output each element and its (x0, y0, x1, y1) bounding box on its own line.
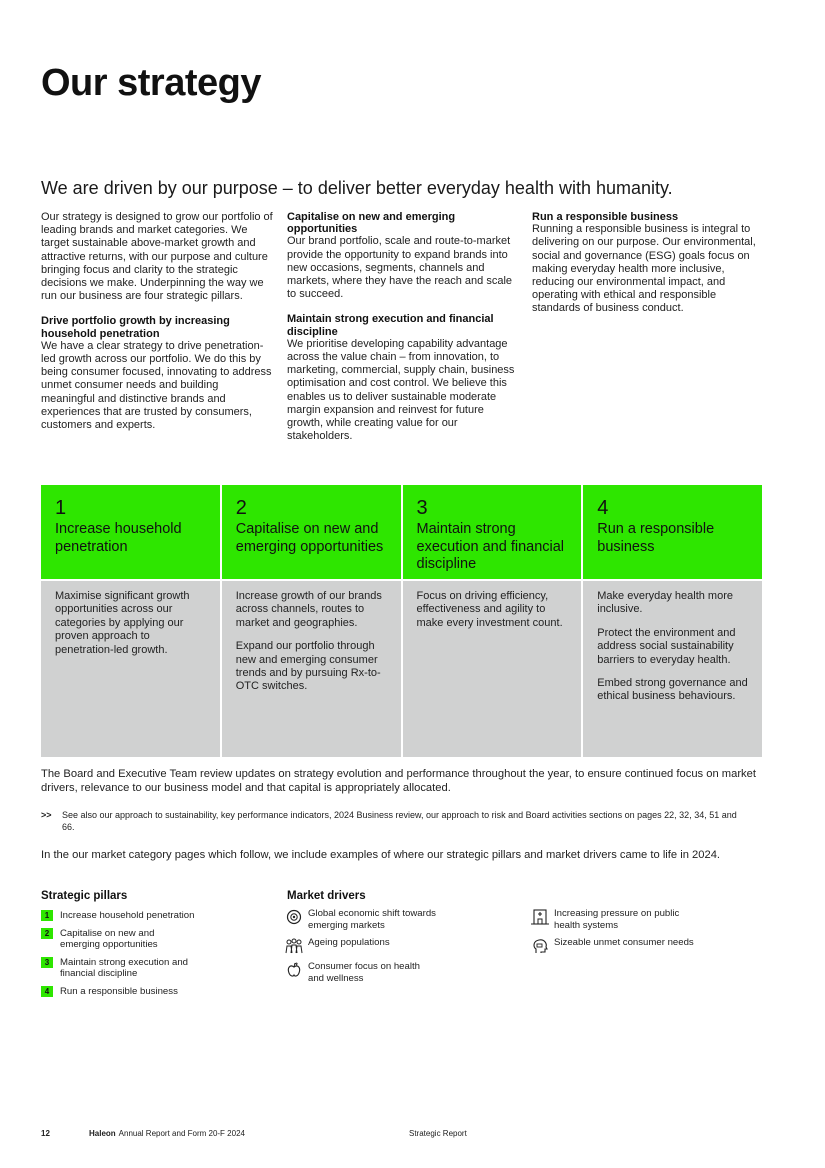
pillar-title: Maintain strong execution and financial discipline (416, 521, 565, 572)
legend-item (41, 928, 261, 951)
pillar-number: 4 (597, 497, 609, 519)
pillar-3 (403, 485, 584, 757)
legend-label: Global economic shift towards emerging markets (308, 908, 436, 931)
legend-item (285, 908, 495, 931)
legend-label: Capitalise on new and emerging opportunities (60, 927, 158, 950)
globe-icon (285, 908, 303, 926)
pillar-header (222, 485, 401, 581)
pillar-badge: 3 (41, 957, 53, 968)
purpose-statement: We are driven by our purpose – to deliver better everyday health with humanity. (41, 178, 673, 198)
page-title: Our strategy (41, 62, 261, 104)
market-drivers-legend-2 (531, 908, 751, 961)
pillar-title: Run a responsible business (597, 521, 715, 555)
strategic-pillars-table (41, 485, 762, 757)
pillar-header (41, 485, 220, 581)
legend-item (531, 937, 751, 955)
see-also-text: See also our approach to sustainability, key performance indicators, 2024 Business review, our approach to risk and Board activities sections on pages 22, 32, 34, 51 and 66. (62, 810, 737, 832)
pillar-number: 3 (416, 497, 428, 519)
legend-label: Ageing populations (308, 937, 390, 948)
legend-label: Increase household penetration (60, 910, 195, 921)
document-title: Annual Report and Form 20-F 2024 (118, 1129, 245, 1138)
legend-label: Run a responsible business (60, 985, 178, 997)
pillar-badge: 1 (41, 910, 53, 921)
pillar-badge: 2 (41, 928, 53, 939)
pillar-title: Increase household penetration (55, 521, 182, 555)
intro-paragraph: Our strategy is designed to grow our portfolio of leading brands and market categories. We target sustainable above-market growth and attractive returns, with our purpose and culture bringing focus and clarity to the strategic decisions we make. Underpinning the way we run our business are four strategic pillars. (41, 211, 273, 303)
pillar-body (41, 581, 220, 757)
pillar-1 (41, 485, 222, 757)
pillar-text: Maximise significant growth opportunities across our categories by applying our proven approach to penetration-led growth. (55, 590, 190, 656)
column-intro (41, 211, 273, 444)
market-intro: In the our market category pages which follow, we include examples of where our strategic pillars and market drivers came to life in 2024. (41, 849, 721, 861)
legend-item (531, 908, 751, 931)
legend-item (41, 957, 261, 980)
footer-brand (89, 1129, 245, 1138)
legend-label: Consumer focus on health and wellness (308, 961, 420, 984)
pillar-body (403, 581, 582, 757)
capitalise-heading: Capitalise on new and emerging opportunities (287, 211, 456, 236)
legend-label: Increasing pressure on public health systems (554, 908, 680, 931)
capitalise-paragraph: Our brand portfolio, scale and route-to-market provide the opportunity to expand brands into new occasions, segments, channels and markets, where they have the reach and scale to succeed. (287, 235, 513, 301)
legend-label: Maintain strong execution and financial discipline (60, 956, 188, 979)
pillar-body (222, 581, 401, 757)
hospital-icon (531, 908, 549, 926)
pillar-2 (222, 485, 403, 757)
pillar-text: Expand our portfolio through new and emerging consumer trends and by pursuing Rx-to-OTC switches. (235, 640, 381, 693)
pillar-header (583, 485, 762, 581)
drive-heading: Drive portfolio growth by increasing household penetration (41, 315, 230, 340)
page-number: 12 (41, 1129, 50, 1138)
legend-label: Sizeable unmet consumer needs (554, 937, 694, 948)
pillar-number: 2 (235, 497, 247, 519)
see-also-note (41, 810, 741, 834)
section-name: Strategic Report (409, 1129, 467, 1138)
market-drivers-heading: Market drivers (287, 890, 366, 902)
pillar-text: Protect the environment and address social sustainability barriers to everyday health. (597, 626, 736, 666)
responsible-heading: Run a responsible business (532, 211, 679, 223)
maintain-paragraph: We prioritise developing capability advantage across the value chain – from innovation, to marketing, commercial, supply chain, business optimisation and cost control. We believe this enables us to deliver sustainable moderate margin expansion and reinvest for future growth, while creating value for our stakeholders. (287, 337, 515, 443)
head-icon (531, 937, 549, 955)
pillar-body (583, 581, 762, 757)
pillar-text: Focus on driving efficiency, effectiveness and agility to make every investment count. (416, 590, 563, 629)
pillar-text: Make everyday health more inclusive. (597, 590, 733, 616)
market-drivers-legend (285, 908, 495, 990)
pillar-text: Increase growth of our brands across channels, routes to market and geographies. (235, 590, 382, 629)
pillar-number: 1 (55, 497, 67, 519)
pillar-text: Embed strong governance and ethical business behaviours. (597, 677, 748, 703)
drive-paragraph: We have a clear strategy to drive penetration-led growth across our portfolio. We do this by being consumer focused, innovating to address unmet consumer needs and building meaningful and distinctive brands and experiences that are trusted by consumers, customers and experts. (41, 339, 272, 432)
legend-item (41, 986, 261, 998)
brand-name: Haleon (89, 1129, 116, 1138)
strategic-pillars-heading: Strategic pillars (41, 890, 128, 902)
board-note: The Board and Executive Team review updates on strategy evolution and performance throughout the year, to ensure continued focus on market drivers, relevance to our business model and that capital is appropriately allocated. (41, 768, 756, 794)
double-arrow-icon: >> (41, 810, 52, 820)
pillar-header (403, 485, 582, 581)
apple-icon (285, 961, 303, 979)
legend-item (41, 910, 261, 922)
people-icon (285, 937, 303, 955)
maintain-heading: Maintain strong execution and financial discipline (287, 313, 494, 338)
pillar-4 (583, 485, 762, 757)
strategic-pillars-legend (41, 910, 261, 1003)
legend-item (285, 961, 495, 984)
pillar-title: Capitalise on new and emerging opportunities (235, 521, 384, 555)
column-capitalise (287, 211, 515, 455)
pillar-badge: 4 (41, 986, 53, 997)
legend-item (285, 937, 495, 955)
column-responsible (532, 211, 764, 328)
responsible-paragraph: Running a responsible business is integral to delivering on our purpose. Our environmental, social and governance (ESG) goals focus on making everyday health more inclusive, reducing our environmental impact, and operating with ethical and responsible standards of business conduct. (532, 223, 756, 315)
